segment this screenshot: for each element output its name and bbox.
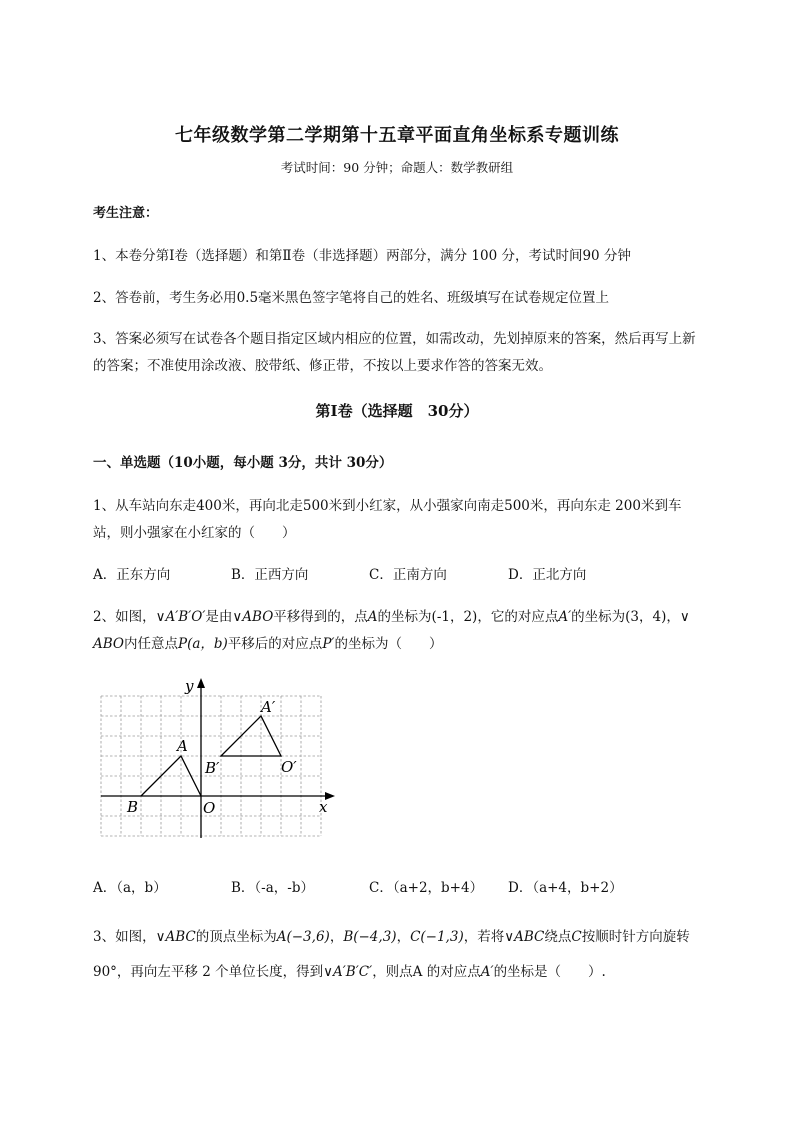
q3-line-2: 90°，再向左平移 2 个单位长度，得到∨A′B′C′，则点A 的对应点A′的坐标是（ ）. [93, 964, 606, 980]
exam-info: 考试时间：90 分钟；命题人：数学教研组 [280, 160, 514, 175]
point-a-prime-label: A′ [261, 698, 276, 716]
q1-option-d: D．正北方向 [508, 567, 587, 583]
notice-heading: 考生注意： [93, 206, 159, 221]
y-axis-label: y [185, 677, 194, 695]
q2-option-b: B．（-a，-b） [231, 880, 314, 896]
page-title: 七年级数学第二学期第十五章平面直角坐标系专题训练 [175, 125, 619, 146]
notice-item-2: 2、答卷前，考生务必用0.5毫米黑色签字笔将自己的姓名、班级填写在试卷规定位置上 [93, 290, 610, 306]
q2-line-1: 2、如图，∨A′B′O′是由∨ABO平移得到的，点A的坐标为(-1，2)，它的对应点A′的坐标为(3，4)，∨ [93, 609, 690, 625]
point-a-label: A [177, 737, 188, 755]
q1-line-2: 站，则小强家在小红家的（ ） [93, 525, 296, 541]
q1-option-b: B．正西方向 [231, 567, 309, 583]
q2-option-a: A．（a，b） [93, 880, 167, 896]
q1-line-1: 1、从车站向东走400米，再向北走500米到小红家，从小强家向南走500米，再向东走 200米到车 [93, 498, 682, 514]
point-b-prime-label: B′ [205, 759, 220, 777]
origin-label: O [203, 799, 216, 817]
point-o-prime-label: O′ [281, 758, 297, 776]
part-heading: 一、单选题（10小题，每小题 3分，共计 30分） [93, 455, 393, 471]
notice-item-3-line-2: 的答案；不准使用涂改液、胶带纸、修正带，不按以上要求作答的答案无效。 [93, 358, 552, 374]
q2-option-c: C．（a+2，b+4） [369, 880, 484, 896]
q1-option-c: C．正南方向 [369, 567, 447, 583]
point-b-label: B [127, 798, 139, 816]
notice-item-1: 1、本卷分第Ⅰ卷（选择题）和第Ⅱ卷（非选择题）两部分，满分 100 分，考试时间90 分钟 [93, 248, 631, 264]
notice-item-3-line-1: 3、答案必须写在试卷各个题目指定区域内相应的位置，如需改动，先划掉原来的答案，然后再写上新 [93, 331, 696, 347]
section-title: 第Ⅰ卷（选择题 30分） [315, 402, 479, 420]
q2-option-d: D．（a+4，b+2） [508, 880, 623, 896]
x-axis-label: x [319, 798, 328, 816]
q2-line-2: ABO内任意点P(a，b)平移后的对应点P′的坐标为（ ） [93, 636, 443, 652]
q3-line-1: 3、如图，∨ABC的顶点坐标为A(−3,6)，B(−4,3)，C(−1,3)，若将∨ABC绕点C按顺时针方向旋转 [93, 929, 690, 945]
q1-option-a: A．正东方向 [93, 567, 171, 583]
coordinate-figure [95, 672, 340, 844]
